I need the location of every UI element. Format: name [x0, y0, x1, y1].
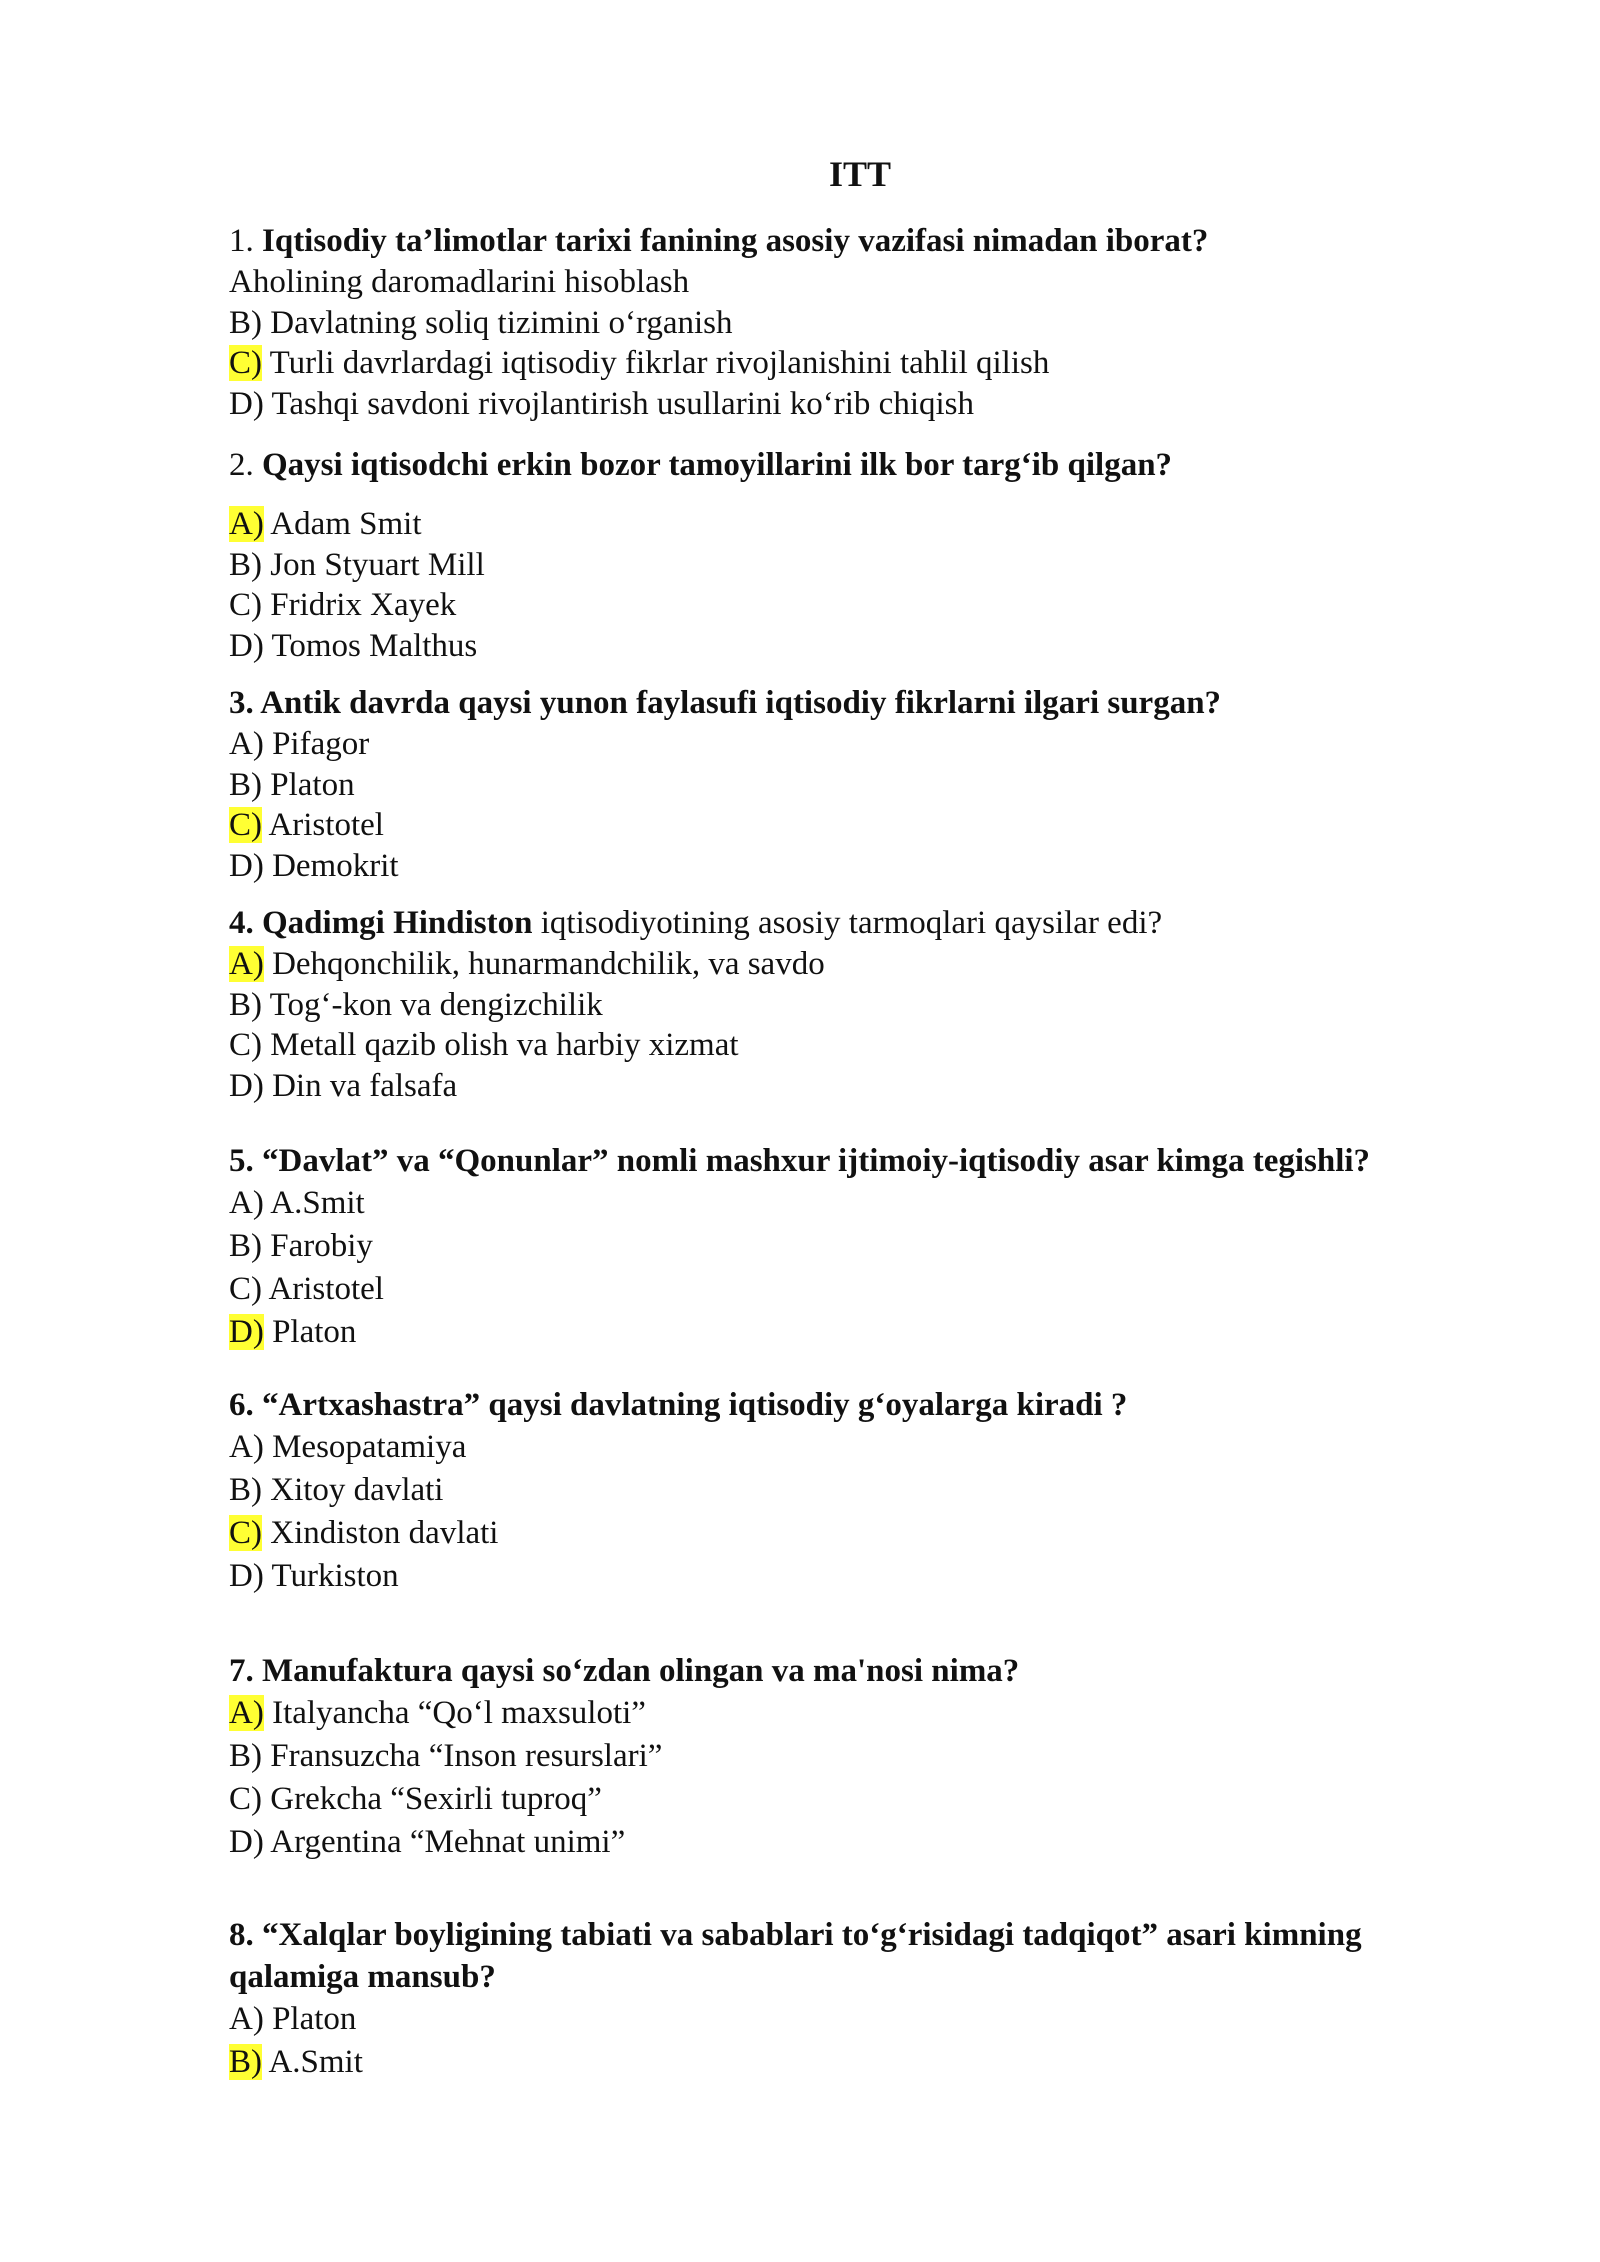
option-letter: D) — [229, 1067, 264, 1104]
answer-option: D) Tashqi savdoni rivojlantirish usullarini ko‘rib chiqish — [229, 385, 975, 422]
question-text: 3. Antik davrda qaysi yunon faylasufi iqtisodiy fikrlarni ilgari surgan? — [229, 685, 1222, 721]
answer-option: B) Davlatning soliq tizimini o‘rganish — [229, 304, 733, 341]
question-block-3 — [229, 682, 1469, 886]
option-letter: D) — [229, 385, 264, 422]
answer-option: D) Argentina “Mehnat unimi” — [229, 1824, 626, 1860]
question-block-6 — [229, 1384, 1469, 1598]
option-letter-highlighted: D) — [229, 1314, 264, 1350]
question-number: 5. — [229, 1143, 254, 1179]
answer-option: B) Xitoy davlati — [229, 1472, 444, 1508]
question-block-7 — [229, 1650, 1469, 1864]
answer-option: D) Tomos Malthus — [229, 627, 478, 664]
answer-option: B) Farobiy — [229, 1228, 373, 1264]
question-block-5 — [229, 1140, 1469, 1354]
option-letter: C) — [229, 1027, 262, 1063]
question-text: 4. Qadimgi Hindiston iqtisodiyotining asosiy tarmoqlari qaysilar edi? — [229, 905, 1163, 941]
option-letter: D) — [229, 627, 264, 664]
question-block-8 — [229, 1914, 1469, 2084]
option-letter: B) — [229, 546, 262, 583]
option-letter-highlighted: A) — [229, 1695, 264, 1731]
question-text: 7. Manufaktura qaysi so‘zdan olingan va ma'nosi nima? — [229, 1653, 1020, 1689]
document-title: ITT — [828, 154, 892, 194]
option-letter: A) — [229, 726, 264, 762]
question-text: 8. “Xalqlar boyligining tabiati va sabablari to‘g‘risidagi tadqiqot” asari kimning qalamiga mansub? — [229, 1917, 1362, 1995]
option-letter: B) — [229, 304, 262, 341]
question-number: 6. — [229, 1387, 254, 1423]
option-letter: C) — [229, 587, 262, 623]
question-text: 1. Iqtisodiy ta’limotlar tarixi fanining asosiy vazifasi nimadan iborat? — [229, 223, 1209, 259]
option-letter: D) — [229, 1558, 264, 1594]
answer-option: B) Jon Styuart Mill — [229, 546, 485, 583]
option-letter-highlighted: C) — [229, 1515, 262, 1551]
option-letter: A) — [229, 2001, 264, 2037]
question-block-1 — [229, 220, 1469, 424]
answer-option-correct: C) Aristotel — [229, 807, 384, 843]
option-letter: C) — [229, 1781, 262, 1817]
answer-option: D) Turkiston — [229, 1558, 399, 1594]
option-letter: D) — [229, 1824, 264, 1860]
question-number: 8. — [229, 1917, 254, 1953]
answer-option-correct: D) Platon — [229, 1314, 357, 1350]
answer-option: C) Fridrix Xayek — [229, 587, 457, 623]
option-letter-highlighted: A) — [229, 946, 264, 982]
answer-option: B) Tog‘-kon va dengizchilik — [229, 986, 603, 1023]
question-block-4 — [229, 902, 1469, 1106]
option-letter: C) — [229, 1271, 262, 1307]
option-letter-highlighted: C) — [229, 807, 262, 843]
answer-option: D) Demokrit — [229, 847, 399, 884]
question-list — [229, 220, 1469, 2084]
question-number: 7. — [229, 1653, 254, 1689]
answer-option: D) Din va falsafa — [229, 1067, 458, 1104]
answer-option: B) Fransuzcha “Inson resurslari” — [229, 1738, 663, 1774]
answer-option-correct: C) Turli davrlardagi iqtisodiy fikrlar rivojlanishini tahlil qilish — [229, 345, 1050, 381]
answer-option-correct: C) Xindiston davlati — [229, 1515, 499, 1551]
option-letter-highlighted: B) — [229, 2044, 262, 2080]
question-number: 1. — [229, 223, 254, 259]
answer-option: A) A.Smit — [229, 1185, 365, 1221]
answer-option: C) Grekcha “Sexirli tuproq” — [229, 1781, 602, 1817]
answer-option: C) Aristotel — [229, 1271, 384, 1307]
answer-option: Aholining daromadlarini hisoblash — [229, 264, 690, 300]
option-letter-highlighted: A) — [229, 506, 264, 542]
answer-option: A) Pifagor — [229, 726, 370, 762]
question-text: 6. “Artxashastra” qaysi davlatning iqtisodiy g‘oyalarga kiradi ? — [229, 1387, 1128, 1423]
question-number: 2. — [229, 447, 254, 483]
option-letter: B) — [229, 1472, 262, 1508]
option-letter-highlighted: C) — [229, 345, 262, 381]
answer-option-correct: A) Dehqonchilik, hunarmandchilik, va savdo — [229, 946, 825, 982]
answer-option: B) Platon — [229, 766, 355, 803]
answer-option-correct: A) Italyancha “Qo‘l maxsuloti” — [229, 1695, 646, 1731]
option-letter: A) — [229, 1429, 264, 1465]
question-number: 4. — [229, 905, 254, 941]
option-letter: B) — [229, 766, 262, 803]
answer-option: C) Metall qazib olish va harbiy xizmat — [229, 1027, 739, 1063]
option-letter: D) — [229, 847, 264, 884]
answer-option-correct: A) Adam Smit — [229, 506, 422, 542]
option-letter: B) — [229, 1738, 262, 1774]
question-number: 3. — [229, 685, 254, 721]
answer-option: A) Platon — [229, 2001, 357, 2037]
answer-option: A) Mesopatamiya — [229, 1429, 467, 1465]
option-letter: B) — [229, 1228, 262, 1264]
question-block-2 — [229, 444, 1469, 666]
question-text: 5. “Davlat” va “Qonunlar” nomli mashxur ijtimoiy-iqtisodiy asar kimga tegishli? — [229, 1143, 1371, 1179]
question-text: 2. Qaysi iqtisodchi erkin bozor tamoyillarini ilk bor targ‘ib qilgan? — [229, 447, 1173, 483]
answer-option-correct: B) A.Smit — [229, 2044, 363, 2080]
option-letter: B) — [229, 986, 262, 1023]
option-letter: A) — [229, 1185, 264, 1221]
